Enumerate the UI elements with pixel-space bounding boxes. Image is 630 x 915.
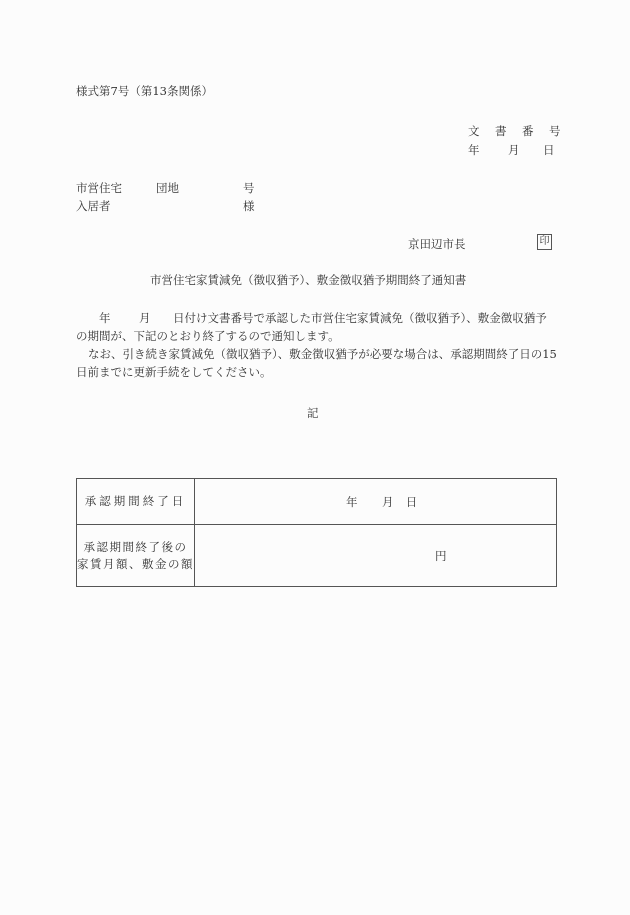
docnum-char: 号 (549, 124, 561, 138)
resident-label: 入居者 (76, 199, 111, 213)
honorific: 様 (243, 199, 255, 213)
year-unit: 年 (346, 494, 358, 509)
date-day-unit: 日 (543, 143, 555, 157)
date-year-unit: 年 (468, 143, 480, 157)
month-unit: 月 (382, 494, 394, 509)
docnum-char: 文 (468, 124, 480, 138)
date-month-unit: 月 (508, 143, 520, 157)
seal-icon: 印 (537, 234, 552, 250)
para-year-unit: 年 (99, 311, 111, 325)
yen-unit: 円 (435, 548, 447, 563)
document-number-label (468, 123, 561, 139)
unit-label: 号 (243, 181, 255, 195)
addressee-housing-line (76, 180, 255, 196)
docnum-char: 番 (522, 124, 534, 138)
approval-info-table (76, 478, 557, 587)
paragraph-1 (76, 309, 558, 345)
sender-name: 京田辺市長 (408, 237, 466, 251)
body-text (76, 309, 558, 381)
document-title: 市営住宅家賃減免（徴収猶予）、敷金徴収猶予期間終了通知書 (150, 273, 467, 287)
para-month-unit: 月 (139, 311, 151, 325)
form-label: 様式第7号（第13条関係） (76, 84, 213, 98)
paragraph-1-text: 日付け文書番号で承認した市営住宅家賃減免（徴収猶予）、敷金徴収猶予の期間が、下記のとおり終了するので通知します。 (76, 311, 547, 343)
table-row (77, 479, 557, 525)
paragraph-2-text: なお、引き続き家賃減免（徴収猶予）、敷金徴収猶予が必要な場合は、承認期間終了日の15日前までに更新手続をしてください。 (76, 347, 557, 379)
day-unit: 日 (405, 494, 418, 509)
complex-label: 団地 (156, 181, 179, 195)
end-date-label: 承認期間終了日 (77, 479, 195, 525)
rent-label-line1: 承認期間終了後の (83, 539, 188, 554)
rent-label-line2: 家賃月額、敷金の額 (77, 556, 194, 571)
record-mark: 記 (307, 406, 319, 420)
document-date (468, 142, 555, 158)
rent-amount-value (195, 525, 557, 587)
end-date-value (195, 479, 557, 525)
docnum-char: 書 (495, 124, 507, 138)
addressee-resident-line (76, 198, 255, 214)
table-row (77, 525, 557, 587)
housing-label: 市営住宅 (76, 181, 122, 195)
paragraph-2 (76, 345, 558, 381)
rent-amount-label (77, 525, 195, 587)
